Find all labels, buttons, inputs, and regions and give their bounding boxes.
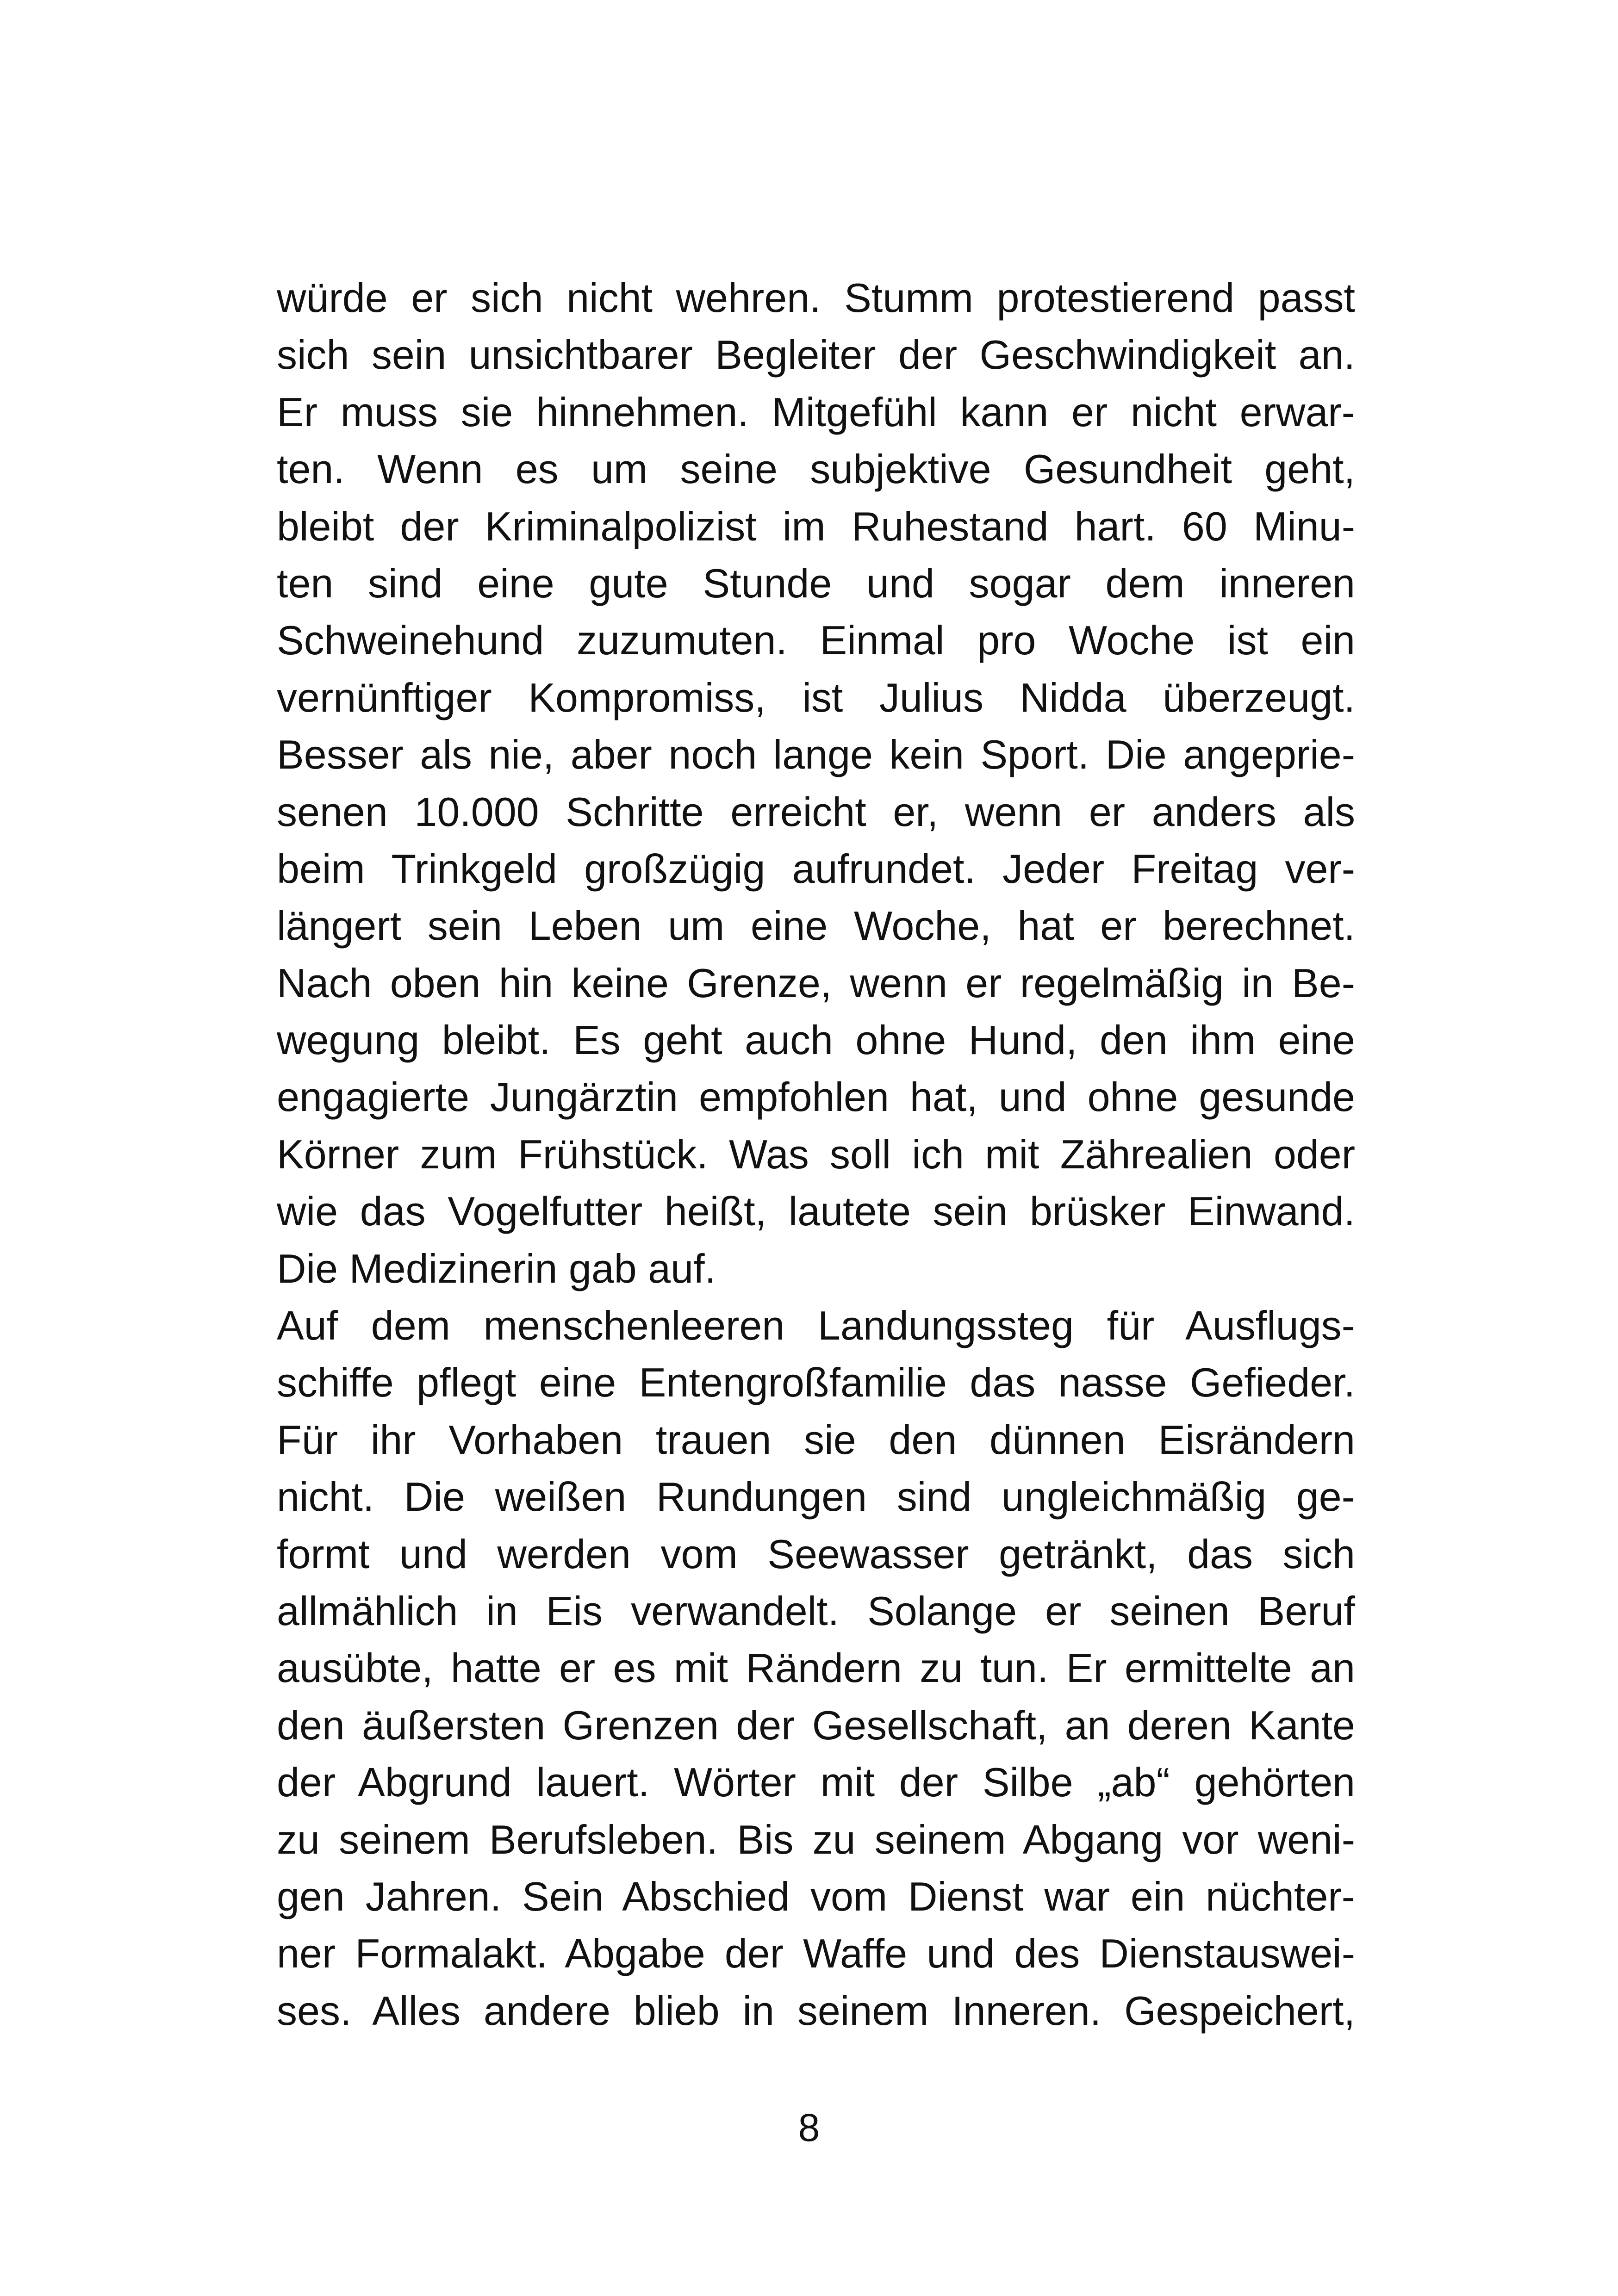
paragraph-end-line: Die Medizinerin gab auf. — [277, 1245, 716, 1291]
text-line: ner Formalakt. Abgabe der Waffe und des Dienstauswei- — [277, 1930, 1355, 1977]
text-line: engagierte Jungärztin empfohlen hat, und ohne gesunde — [277, 1074, 1355, 1120]
text-line: den äußersten Grenzen der Gesellschaft, an deren Kante — [277, 1702, 1355, 1748]
text-line: bleibt der Kriminalpolizist im Ruhestand hart. 60 Minu- — [277, 503, 1355, 549]
text-line: sich sein unsichtbarer Begleiter der Geschwindigkeit an. — [277, 332, 1355, 378]
text-line: formt und werden vom Seewasser getränkt, das sich — [277, 1531, 1355, 1577]
text-line: Besser als nie, aber noch lange kein Sport. Die angeprie- — [277, 732, 1355, 778]
text-line: gen Jahren. Sein Abschied vom Dienst war ein nüchter- — [277, 1873, 1355, 1919]
text-line: wegung bleibt. Es geht auch ohne Hund, den ihm eine — [277, 1017, 1355, 1063]
text-line: ten sind eine gute Stunde und sogar dem inneren — [277, 560, 1355, 606]
text-line: allmählich in Eis verwandelt. Solange er seinen Beruf — [277, 1588, 1355, 1634]
text-line: nicht. Die weißen Rundungen sind ungleichmäßig ge- — [277, 1474, 1355, 1520]
text-line: vernünftiger Kompromiss, ist Julius Nidda überzeugt. — [277, 674, 1355, 720]
text-line: längert sein Leben um eine Woche, hat er berechnet. — [277, 903, 1355, 949]
text-line: senen 10.000 Schritte erreicht er, wenn er anders als — [277, 788, 1355, 835]
text-line: Für ihr Vorhaben trauen sie den dünnen Eisrändern — [277, 1416, 1355, 1463]
text-line: der Abgrund lauert. Wörter mit der Silbe „ab“ gehörten — [277, 1759, 1355, 1806]
text-line: Er muss sie hinnehmen. Mitgefühl kann er nicht erwar- — [277, 389, 1355, 435]
text-line: Schweinehund zuzumuten. Einmal pro Woche ist ein — [277, 617, 1355, 664]
text-line: ten. Wenn es um seine subjektive Gesundheit geht, — [277, 446, 1355, 492]
text-line: zu seinem Berufsleben. Bis zu seinem Abgang vor weni- — [277, 1816, 1355, 1862]
text-line: Körner zum Frühstück. Was soll ich mit Zährealien oder — [277, 1131, 1355, 1177]
text-line: würde er sich nicht wehren. Stumm protestierend passt — [277, 275, 1355, 321]
text-line: wie das Vogelfutter heißt, lautete sein brüsker Einwand. — [277, 1188, 1355, 1235]
text-line: ausübte, hatte er es mit Rändern zu tun. Er ermittelte an — [277, 1645, 1355, 1691]
text-line: ses. Alles andere blieb in seinem Inneren. Gespeichert, — [277, 1987, 1355, 2034]
text-line: Nach oben hin keine Grenze, wenn er regelmäßig in Be- — [277, 960, 1355, 1006]
text-line: beim Trinkgeld großzügig aufrundet. Jeder Freitag ver- — [277, 845, 1355, 892]
text-line: Auf dem menschenleeren Landungssteg für Ausflugs- — [277, 1303, 1355, 1349]
text-line: schiffe pflegt eine Entengroßfamilie das nasse Gefieder. — [277, 1359, 1355, 1406]
page-number: 8 — [798, 2106, 820, 2149]
body-text — [277, 269, 1355, 2039]
